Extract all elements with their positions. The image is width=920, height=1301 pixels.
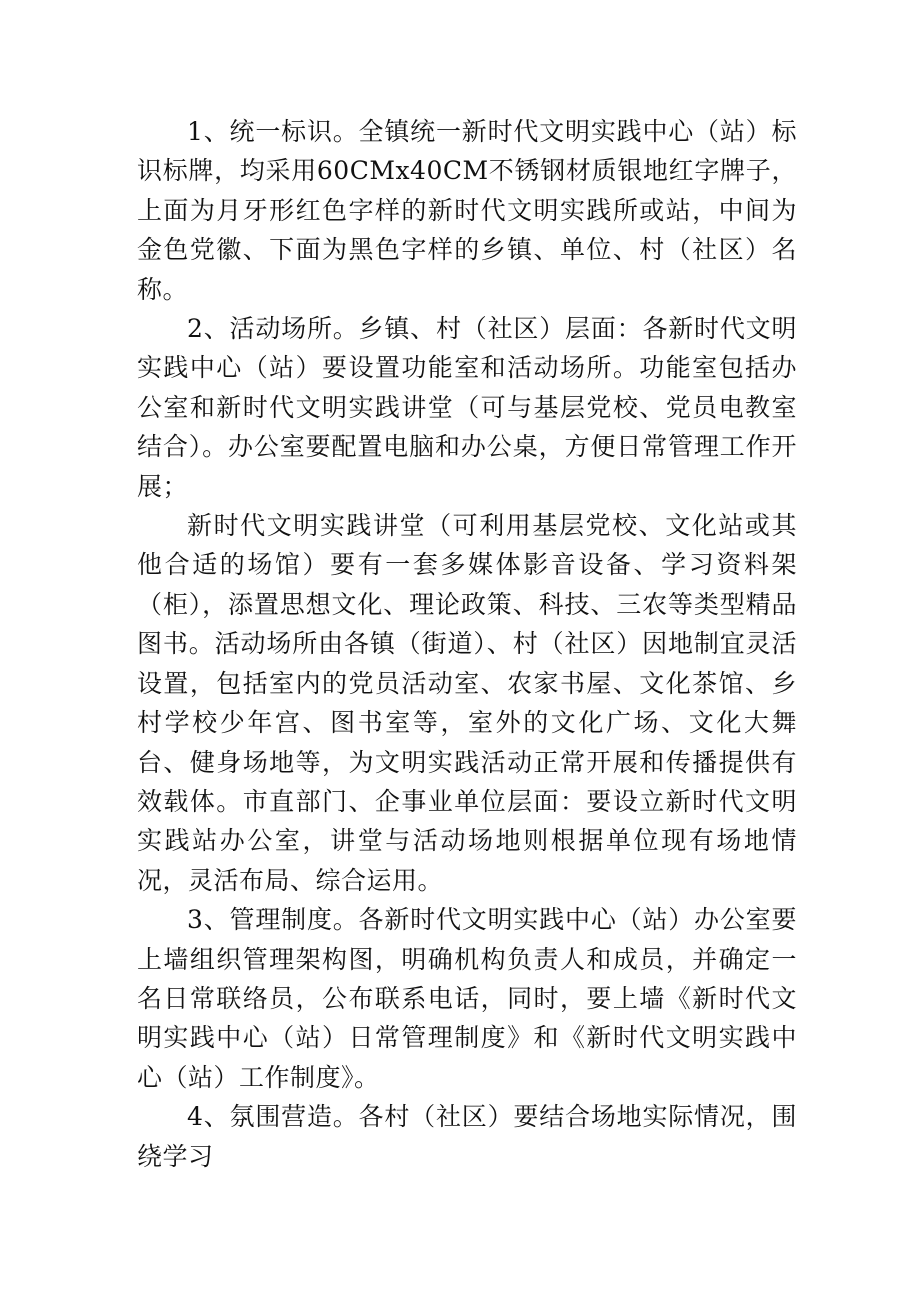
paragraph-unified-signage: 1、统一标识。全镇统一新时代文明实践中心（站）标识标牌，均采用60CMx40CM不锈钢材质银地红字牌子，上面为月牙形红色字样的新时代文明实践所或站，中间为金色党徽、下面为黑色字样的乡镇、单位、村（社区）名称。 <box>137 117 797 304</box>
paragraph-lecture-hall: 新时代文明实践讲堂（可利用基层党校、文化站或其他合适的场馆）要有一套多媒体影音设备、学习资料架（柜），添置思想文化、理论政策、科技、三农等类型精品图书。活动场所由各镇（街道）、村（社区）因地制宜灵活设置，包括室内的党员活动室、农家书屋、文化茶馆、乡村学校少年宫、图书室等，室外的文化广场、文化大舞台、健身场地等，为文明实践活动正常开展和传播提供有效载体。市直部门、企事业单位层面：要设立新时代文明实践站办公室，讲堂与活动场地则根据单位现有场地情况，灵活布局、综合运用。 <box>137 511 797 895</box>
paragraph-management-rules: 3、管理制度。各新时代文明实践中心（站）办公室要上墙组织管理架构图，明确机构负责人和成员，并确定一名日常联络员，公布联系电话，同时，要上墙《新时代文明实践中心（站）日常管理制度》和《新时代文明实践中心（站）工作制度》。 <box>137 905 797 1092</box>
paragraph-atmosphere: 4、氛围营造。各村（社区）要结合场地实际情况，围绕学习 <box>137 1102 797 1171</box>
document-body <box>137 112 797 1176</box>
paragraph-activity-venues: 2、活动场所。乡镇、村（社区）层面：各新时代文明实践中心（站）要设置功能室和活动场所。功能室包括办公室和新时代文明实践讲堂（可与基层党校、党员电教室结合）。办公室要配置电脑和办公桌，方便日常管理工作开展； <box>137 314 797 501</box>
